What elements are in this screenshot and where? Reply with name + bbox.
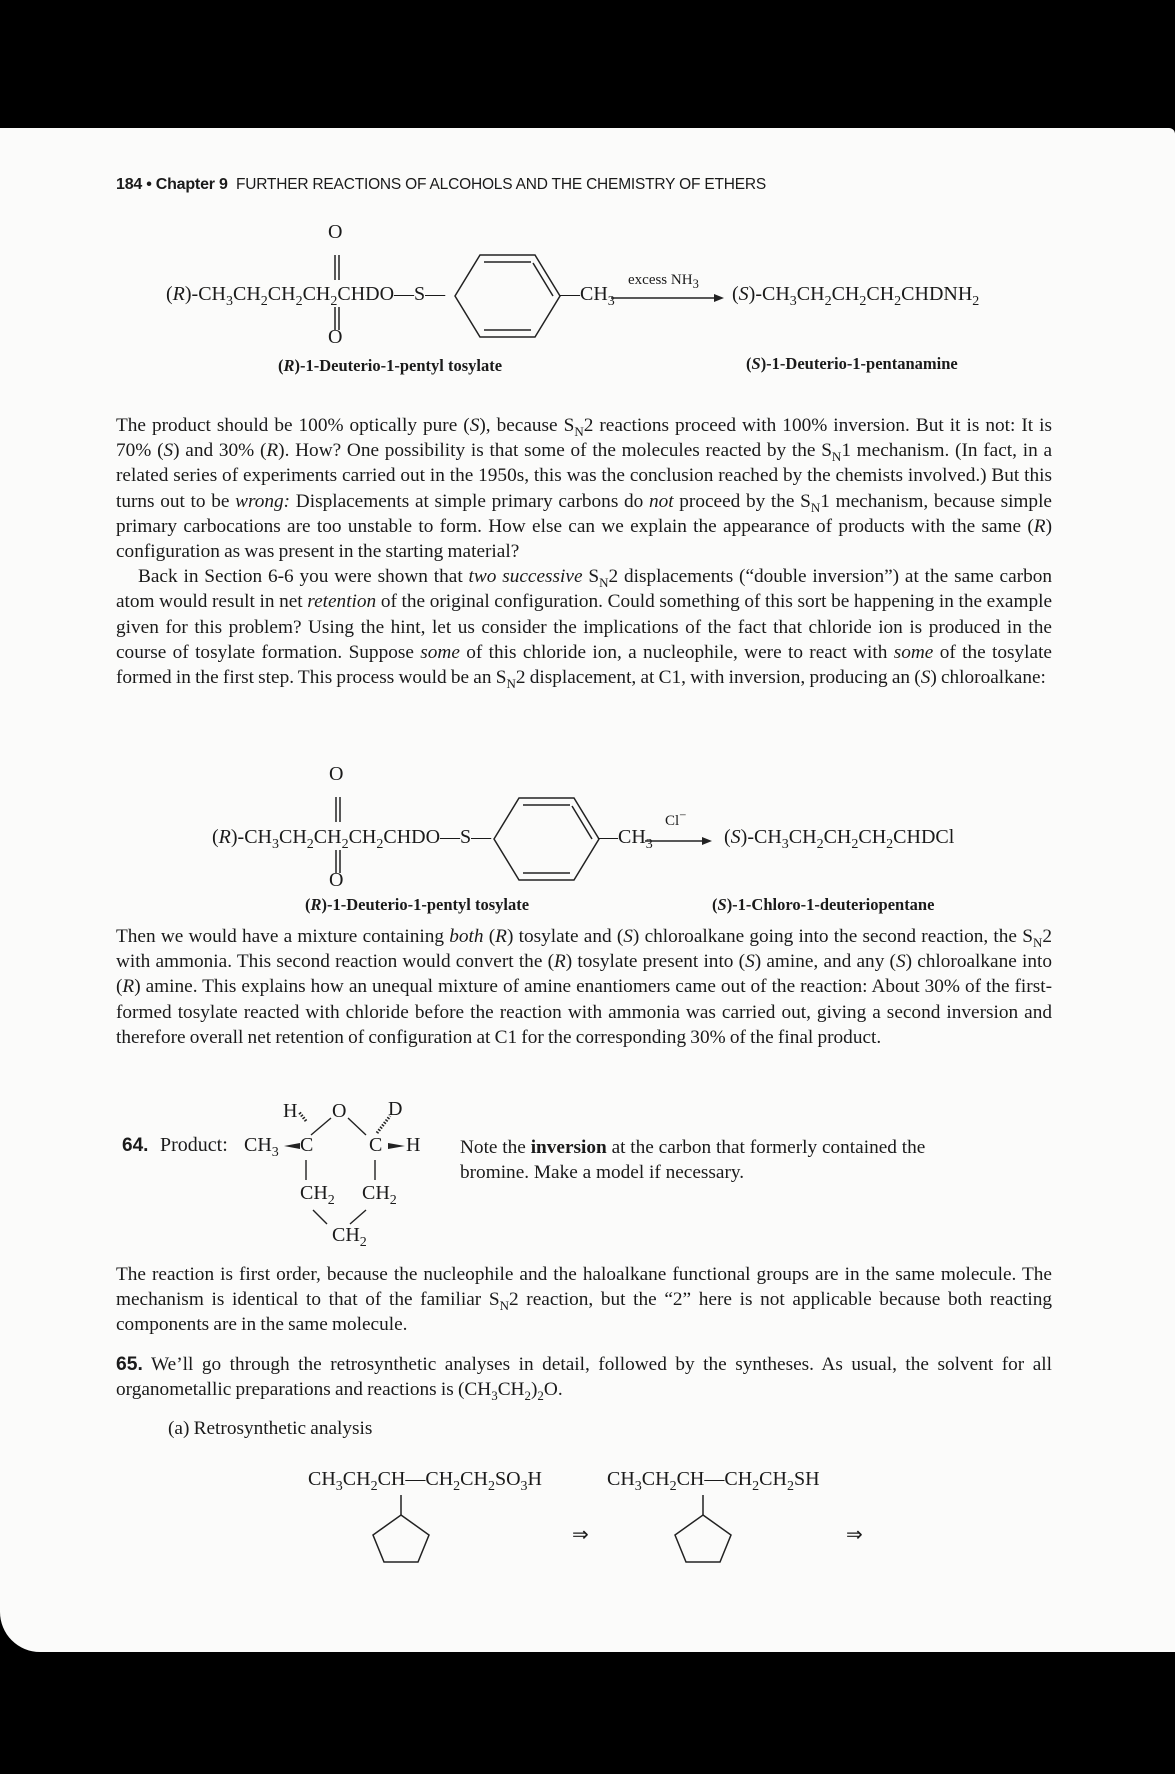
- retrosynthesis-arrow-2: ⇒: [846, 1524, 863, 1546]
- product-label: Product:: [160, 1134, 228, 1156]
- sulfonyl-oxygen-bottom: O: [328, 326, 343, 348]
- part-a-heading: (a) Retrosynthetic analysis: [168, 1418, 373, 1440]
- ring-oxygen: O: [332, 1100, 347, 1122]
- sulfonyl-oxygen-top: O: [328, 221, 343, 243]
- reactant-name: (R)-1-Deuterio-1-pentyl tosylate: [305, 895, 530, 914]
- hydrogen-wedge: H: [283, 1100, 298, 1122]
- product-formula: $(S)-CH_3CH_2CH_2CH_2CHDCl$: [724, 826, 955, 852]
- methylene-bottom: $CH_2$: [332, 1224, 367, 1250]
- header-bullet: •: [146, 176, 152, 193]
- paragraph-1: The product should be 100% optically pure (S), because $S_N2$ reactions proceed with 100% inversion. But it is not: It is 70% (S) and 30% (R). How? One possibility is that some of the molecules reacted by the $S_N1$ mechanism. (In fact, in a related series of experiments carried out in the 1950s, this was the conclusion reached by the chemists involved.) But this turns out to be wrong: Displacements at simple primary carbons do not proceed by the $S_N1$ mechanism, because simple primary carbocations are too unstable to form. How else can we explain the appearance of products with the same (R) configuration as was present in the starting material?: [116, 415, 1053, 563]
- thiol-structure: $CH_3CH_2CH—CH_2CH_2SH$: [607, 1468, 820, 1494]
- methylene-left: $CH_2$: [300, 1182, 335, 1208]
- product-name: (S)-1-Deuterio-1-pentanamine: [746, 354, 958, 373]
- methylene-right: $CH_2$: [362, 1182, 397, 1208]
- paragraph-3: Then we would have a mixture containing both (R) tosylate and (S) chloroalkane going into the second reaction, the $S_N2$ with ammonia. This second reaction would convert the (R) tosylate present into (S) amine, and any (S) chloroalkane into (R) amine. This explains how an unequal mixture of amine enantiomers came out of the reaction: About 30% of the first-formed tosylate reacted with chloride before the reaction with ammonia was carried out, giving a second inversion and therefore overall net retention of configuration at C1 for the corresponding 30% of the final product.: [116, 926, 1052, 1048]
- sulfonyl-oxygen-bottom: O: [329, 869, 344, 891]
- deuterium-wedge: D: [388, 1098, 403, 1120]
- reactant-formula: $(R)-CH_3CH_2CH_2CH_2CHDO—S—$: [212, 826, 492, 852]
- chapter-label: Chapter 9: [155, 176, 228, 193]
- sulfonic-acid-structure: $CH_3CH_2CH—CH_2CH_2SO_3H$: [308, 1468, 542, 1494]
- methyl-group: $—CH_3$: [560, 283, 615, 309]
- retrosynthesis-arrow-1: ⇒: [572, 1524, 589, 1546]
- product-formula: $(S)-CH_3CH_2CH_2CH_2CHDNH_2$: [732, 283, 980, 309]
- carbon-right: C: [369, 1134, 383, 1156]
- sulfonyl-oxygen-top: O: [329, 763, 344, 785]
- chapter-title: FURTHER REACTIONS OF ALCOHOLS AND THE CHEMISTRY OF ETHERS: [235, 176, 766, 193]
- inversion-note: Note the inversion at the carbon that formerly contained the bromine. Make a model if necessary.: [460, 1137, 926, 1183]
- paragraph-4: The reaction is first order, because the nucleophile and the haloalkane functional groups are in the same molecule. The mechanism is identical to that of the familiar $S_N2$ reaction, but the “2” here is not applicable because both reacting components are in the same molecule.: [116, 1264, 1052, 1336]
- reactant-formula: $(R)-CH_3CH_2CH_2CH_2CHDO—S—$: [166, 283, 446, 309]
- problem-65-intro: 65. We’ll go through the retrosynthetic analyses in detail, followed by the syntheses. As usual, the solvent for all organometallic preparations and reactions is $(CH_3CH_2)_2O$.: [116, 1353, 1052, 1403]
- reagent-chloride: Cl−: [665, 808, 687, 829]
- paragraph-2: Back in Section 6-6 you were shown that two successive $S_N2$ displacements (“double inversion”) at the same carbon atom would result in net retention of the original configuration. Could something of this sort be happening in the example given for this problem? Using the hint, let us consider the implications of the fact that chloride ion is produced in the course of tosylate formation. Suppose some of this chloride ion, a nucleophile, were to react with some of the tosylate formed in the first step. This process would be an $S_N2$ displacement, at C1, with inversion, producing an (S) chloroalkane:: [116, 566, 1052, 691]
- methyl-group: $—CH_3$: [598, 826, 653, 852]
- product-name: (S)-1-Chloro-1-deuteriopentane: [712, 895, 935, 914]
- page-number: 184: [116, 176, 143, 193]
- reagent-label: excess $NH_3$: [628, 272, 699, 291]
- methyl-group: $CH_3$: [244, 1134, 279, 1160]
- reactant-name: (R)-1-Deuterio-1-pentyl tosylate: [278, 356, 503, 375]
- hydrogen-right: H: [406, 1134, 421, 1156]
- problem-number-64: 64.: [122, 1135, 149, 1156]
- carbon-left: C: [300, 1134, 314, 1156]
